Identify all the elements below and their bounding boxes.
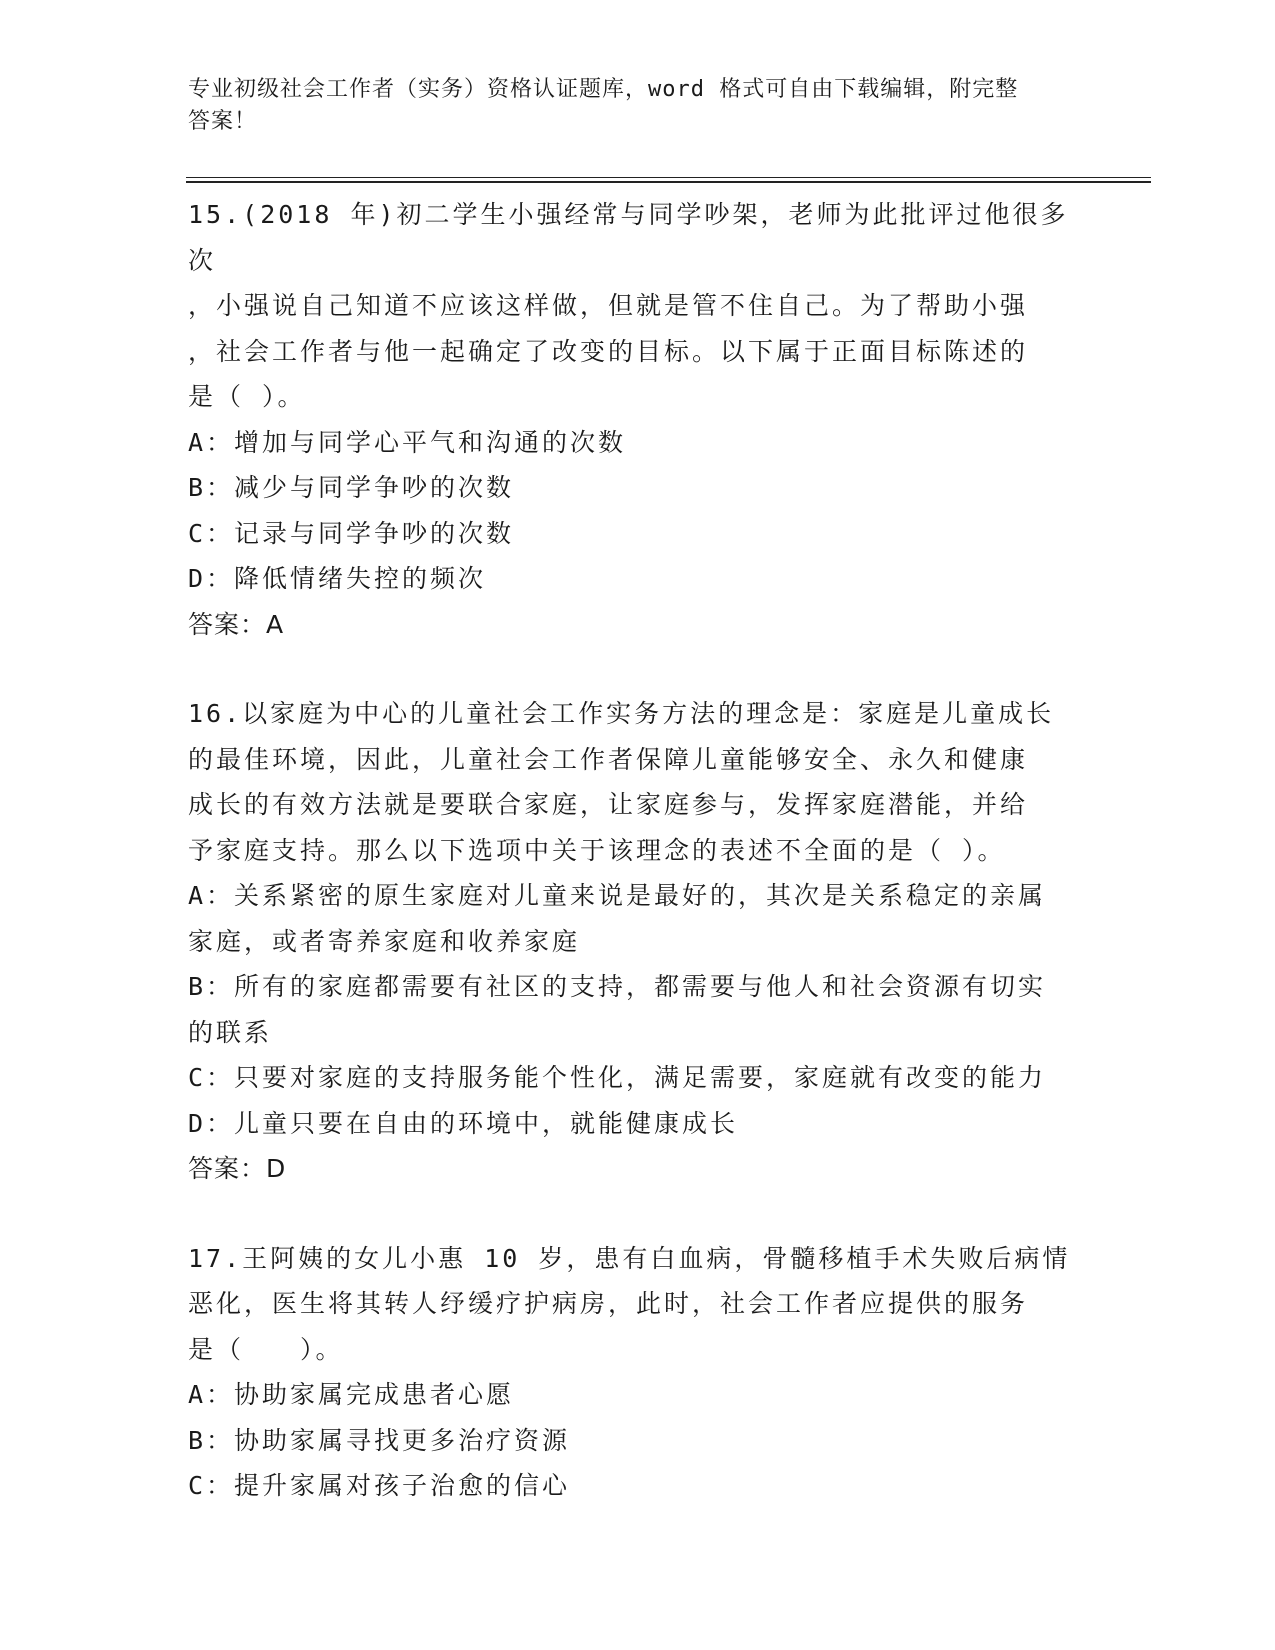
option-b: B：协助家属寻找更多治疗资源: [188, 1425, 571, 1455]
option-c: C：记录与同学争吵的次数: [188, 518, 515, 548]
option-b: [188, 964, 1088, 1055]
option-c: C：提升家属对孩子治愈的信心: [188, 1471, 571, 1500]
option-line: 家庭，或者寄养家庭和收养家庭: [188, 926, 581, 956]
page-header: [188, 74, 1068, 138]
option-a: A：协助家属完成患者心愿: [188, 1380, 515, 1409]
question-stem-line: 的最佳环境，因此，儿童社会工作者保障儿童能够安全、永久和健康: [188, 744, 1029, 774]
question-stem-line: 成长的有效方法就是要联合家庭，让家庭参与，发挥家庭潜能，并给: [188, 790, 1029, 819]
option-line: 的联系: [188, 1017, 273, 1047]
question-stem-line: 恶化，医生将其转人纾缓疗护病房，此时，社会工作者应提供的服务: [188, 1289, 1029, 1318]
option-a: A：增加与同学心平气和沟通的次数: [188, 427, 627, 457]
option-line: B：所有的家庭都需要有社区的支持，都需要与他人和社会资源有切实: [188, 972, 1047, 1001]
question-stem-line: ，社会工作者与他一起确定了改变的目标。以下属于正面目标陈述的: [188, 336, 1029, 366]
option-d: D：降低情绪失控的频次: [188, 564, 487, 593]
option-b: B：减少与同学争吵的次数: [188, 473, 515, 502]
question-15: [188, 192, 1088, 647]
header-line-2: 答案！: [188, 109, 258, 134]
question-stem-line: 是（ ）。: [188, 382, 306, 411]
option-line: A：关系紧密的原生家庭对儿童来说是最好的，其次是关系稳定的亲属: [188, 881, 1047, 910]
question-stem-line: ，小强说自己知道不应该这样做，但就是管不住自己。为了帮助小强: [188, 291, 1029, 320]
question-stem-line: 16.以家庭为中心的儿童社会工作实务方法的理念是：家庭是儿童成长: [188, 699, 1055, 728]
header-line-1: 专业初级社会工作者（实务）资格认证题库，word 格式可自由下载编辑，附完整: [188, 77, 1019, 102]
answer-label: 答案：: [188, 609, 267, 639]
answer-line: [188, 602, 1088, 648]
answer-label: 答案：: [188, 1154, 267, 1183]
answer-value: D: [266, 1154, 287, 1183]
question-list: [188, 192, 1088, 1509]
answer-value: A: [266, 609, 285, 639]
option-a: [188, 873, 1088, 964]
question-16: [188, 691, 1088, 1192]
question-17: [188, 1236, 1088, 1509]
question-stem-line: 17.王阿姨的女儿小惠 10 岁，患有白血病，骨髓移植手术失败后病情: [188, 1243, 1071, 1273]
option-d: D：儿童只要在自由的环境中，就能健康成长: [188, 1108, 739, 1138]
answer-line: [188, 1146, 1088, 1192]
option-c: C：只要对家庭的支持服务能个性化，满足需要，家庭就有改变的能力: [188, 1063, 1047, 1092]
question-stem-line: 予家庭支持。那么以下选项中关于该理念的表述不全面的是（ ）。: [188, 835, 1006, 865]
question-stem-line: 15.(2018 年)初二学生小强经常与同学吵架，老师为此批评过他很多次: [188, 200, 1069, 275]
question-stem-line: 是（ ）。: [188, 1334, 344, 1364]
header-divider: [186, 177, 1151, 183]
